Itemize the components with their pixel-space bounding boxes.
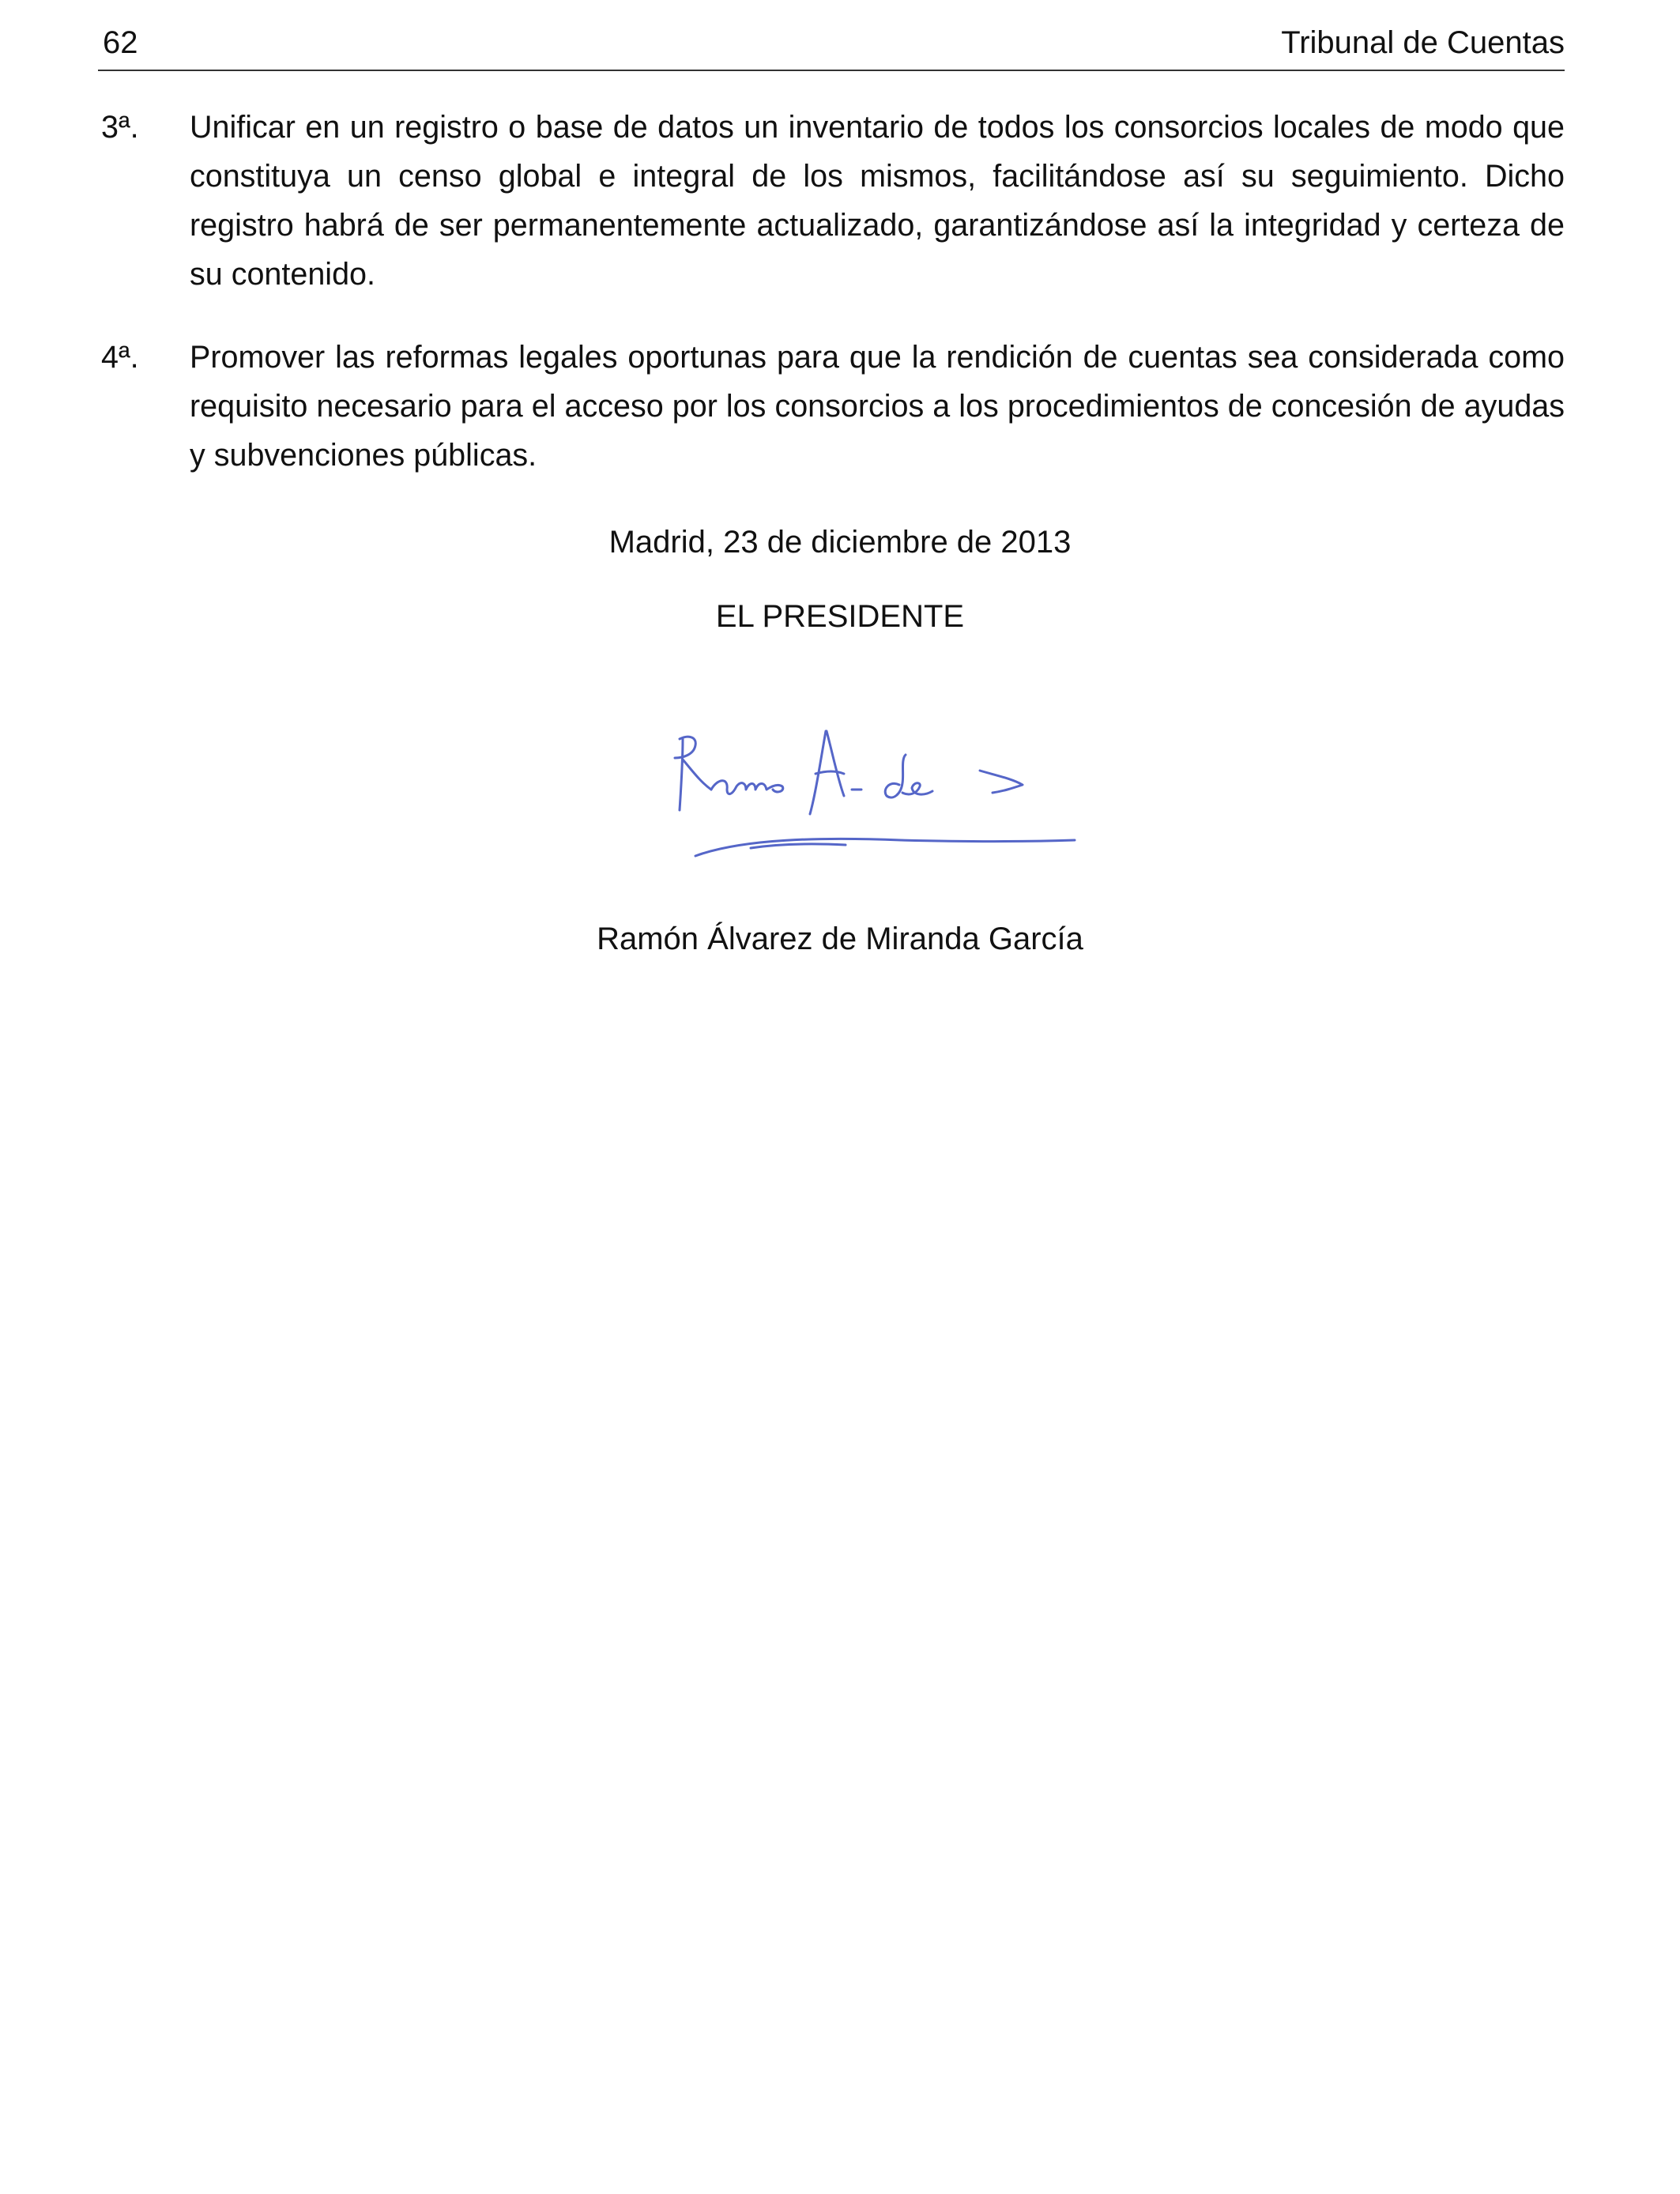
recommendation-number: 3ª. bbox=[101, 110, 139, 145]
recommendation-number: 4ª. bbox=[101, 340, 139, 375]
recommendation-3 bbox=[101, 103, 1565, 299]
recommendation-4 bbox=[101, 333, 1565, 480]
page-number: 62 bbox=[103, 25, 138, 60]
place-date: Madrid, 23 de diciembre de 2013 bbox=[608, 525, 1072, 560]
signatory-name: Ramón Álvarez de Miranda García bbox=[597, 922, 1083, 956]
header-rule bbox=[98, 70, 1565, 71]
page-header bbox=[98, 22, 1565, 63]
signatory-role: EL PRESIDENTE bbox=[715, 599, 965, 634]
recommendation-text: Unificar en un registro o base de datos un inventario de todos los consorcios locales de modo que constituya un censo global e integral de los mismos, facilitándose así su seguimiento. Dicho registro habrá de ser permanentemente actualizado, garantizándose así la integridad y certeza de su contenido. bbox=[190, 110, 1565, 292]
running-title: Tribunal de Cuentas bbox=[1281, 25, 1565, 60]
handwritten-signature bbox=[648, 707, 1090, 865]
recommendation-text: Promover las reformas legales oportunas para que la rendición de cuentas sea considerada como requisito necesario para el acceso por los consorcios a los procedimientos de concesión de ayudas y subvenciones públicas. bbox=[190, 340, 1565, 473]
